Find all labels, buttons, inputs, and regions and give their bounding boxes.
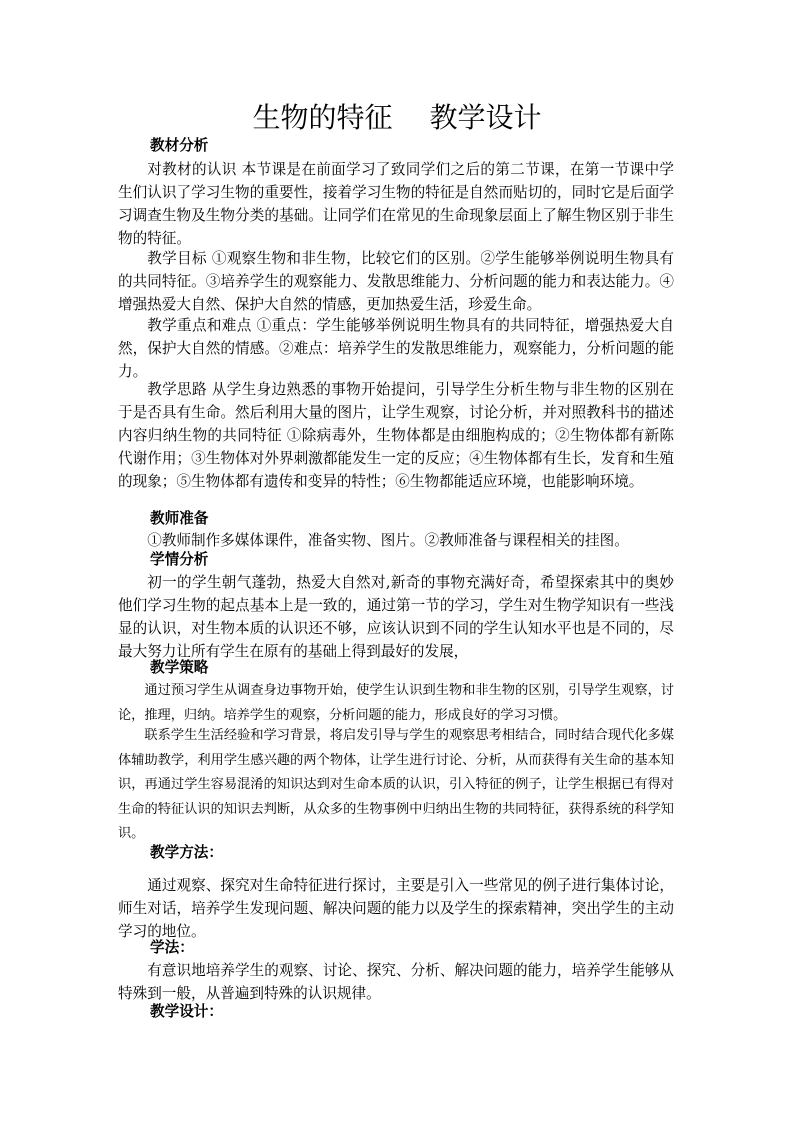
paragraph-teaching-approach: 教学思路 从学生身边熟悉的事物开始提问，引导学生分析生物与非生物的区别在于是否具有生命。然后利用大量的图片，让学生观察，讨论分析，并对照教科书的描述内容归纳生物的共同特征 ①除病毒外，生物体都是由细胞构成的；②生物体都有新陈代谢作用；③生物体对外界刺激都能发生一定的反应；④生物体都有生长，发育和生殖的现象；⑤生物体都有遗传和变异的特性；⑥生物都能适应环境，也能影响环境。 bbox=[118, 381, 674, 490]
paragraph-teaching-methods: 通过观察、探究对生命特征进行探讨，主要是引入一些常见的例子进行集体讨论，师生对话，培养学生发现问题、解决问题的能力以及学生的探索精神，突出学生的主动学习的地位。 bbox=[118, 877, 674, 940]
paragraph-key-points: 教学重点和难点 ①重点：学生能够举例说明生物具有的共同特征，增强热爱大自然，保护大自然的情感。②难点：培养学生的发散思维能力，观察能力，分析问题的能力。 bbox=[118, 317, 674, 380]
paragraph-strategy-2: 联系学生生活经验和学习背景，将启发引导与学生的观察思考相结合，同时结合现代化多媒体辅助教学，利用学生感兴趣的两个物体，让学生进行讨论、分析，从而获得有关生命的基本知识，再通过学生容易混淆的知识达到对生命本质的认识，引入特征的例子，让学生根据已有得对生命的特征认识的知识去判断，从众多的生物事例中归纳出生物的共同特征，获得系统的科学知识。 bbox=[118, 728, 674, 841]
page-title: 生物的特征 教学设计 bbox=[252, 101, 542, 134]
paragraph-student-analysis: 初一的学生朝气蓬勃，热爱大自然对,新奇的事物充满好奇，希望探索其中的奥妙他们学习生物的起点基本上是一致的，通过第一节的学习，学生对生物学知识有一些浅显的认识，对生物本质的认识还不够，应该认识到不同的学生认知水平也是不同的，尽最大努力让所有学生在原有的基础上得到最好的发展， bbox=[118, 574, 674, 660]
paragraph-material-understanding: 对教材的认识 本节课是在前面学习了致同学们之后的第二节课，在第一节课中学生们认识了学习生物的重要性，接着学习生物的特征是自然而贴切的，同时它是后面学习调查生物及生物分类的基础。让同学们在常见的生命现象层面上了解生物区别于非生物的特征。 bbox=[118, 161, 674, 247]
paragraph-learning-method: 有意识地培养学生的观察、讨论、探究、分析、解决问题的能力，培养学生能够从特殊到一般，从普遍到特殊的认识规律。 bbox=[118, 962, 674, 1002]
heading-teaching-strategy: 教学策略 bbox=[150, 659, 209, 676]
heading-learning-method: 学法： bbox=[150, 939, 194, 956]
heading-student-analysis: 学情分析 bbox=[150, 551, 209, 568]
heading-teaching-design: 教学设计： bbox=[150, 1003, 223, 1020]
heading-teacher-preparation: 教师准备 bbox=[150, 510, 209, 527]
paragraph-strategy-1: 通过预习学生从调查身边事物开始，使学生认识到生物和非生物的区别，引导学生观察，讨论，推理，归纳。培养学生的观察，分析问题的能力，形成良好的学习习惯。 bbox=[118, 683, 674, 723]
heading-material-analysis: 教材分析 bbox=[150, 137, 209, 154]
paragraph-teacher-preparation: ①教师制作多媒体课件，准备实物、图片。②教师准备与课程相关的挂图。 bbox=[147, 532, 629, 549]
heading-teaching-methods: 教学方法： bbox=[150, 844, 223, 861]
paragraph-teaching-goals: 教学目标 ①观察生物和非生物，比较它们的区别。②学生能够举例说明生物具有的共同特征。③培养学生的观察能力、发散思维能力、分析问题的能力和表达能力。④增强热爱大自然、保护大自然的情感，更加热爱生活，珍爱生命。 bbox=[118, 250, 674, 313]
